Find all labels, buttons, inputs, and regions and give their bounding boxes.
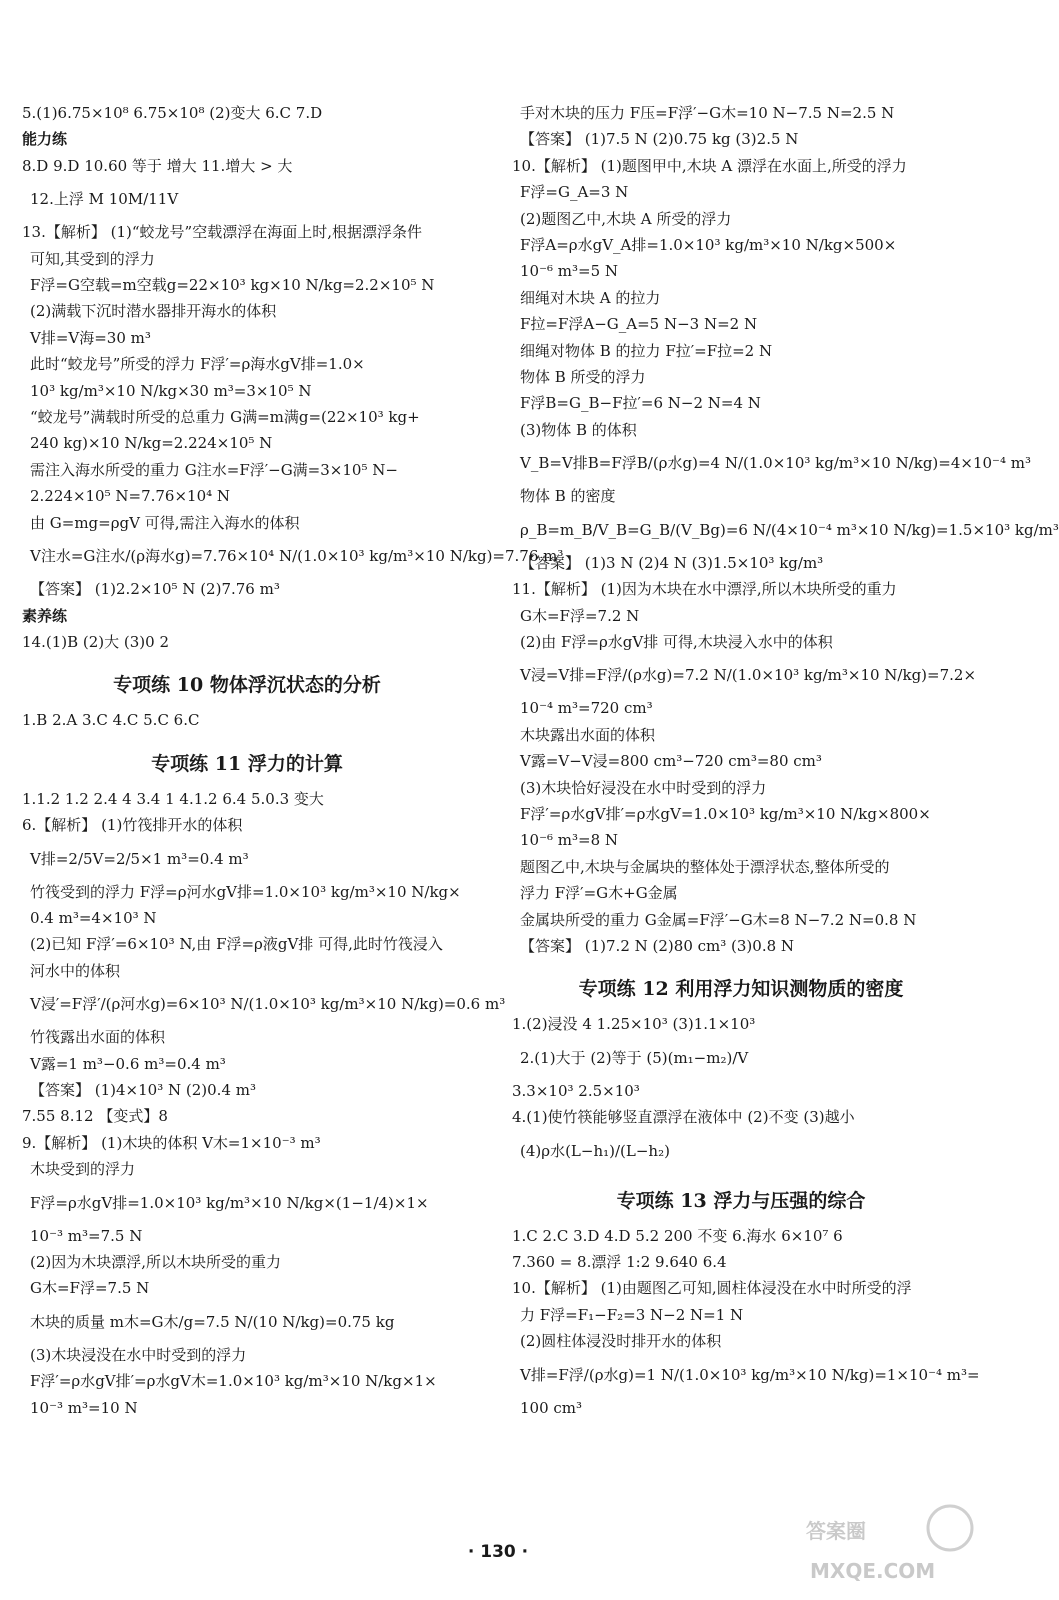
answer-line: 6.【解析】 (1)竹筏排开水的体积	[22, 816, 243, 835]
answer-line: 10⁻³ m³=7.5 N	[30, 1226, 143, 1245]
answer-line: F浮′=ρ水gV排′=ρ水gV=1.0×10³ kg/m³×10 N/kg×800×	[520, 804, 931, 823]
answer-line: G木=F浮=7.5 N	[30, 1279, 150, 1298]
answer-line: 2.(1)大于 (2)等于 (5)(m₁−m₂)/V	[520, 1048, 749, 1067]
answer-line: V露=1 m³−0.6 m³=0.4 m³	[30, 1054, 226, 1073]
answer-line: 10⁻⁶ m³=8 N	[520, 831, 619, 850]
answer-line: 物体 B 的密度	[520, 487, 616, 506]
subsection-label: 素养练	[22, 606, 68, 625]
answer-line: 9.【解析】 (1)木块的体积 V木=1×10⁻³ m³	[22, 1133, 321, 1152]
answer-line: 细绳对木块 A 的拉力	[520, 288, 661, 307]
answer-line: 10⁻³ m³=10 N	[30, 1398, 138, 1417]
answer-line: 木块的质量 m木=G木/g=7.5 N/(10 N/kg)=0.75 kg	[30, 1312, 395, 1331]
answer-line: 金属块所受的重力 G金属=F浮′−G木=8 N−7.2 N=0.8 N	[520, 910, 917, 929]
answer-line: F浮=G空载=m空载g=22×10³ kg×10 N/kg=2.2×10⁵ N	[30, 276, 435, 295]
answer-line: 14.(1)B (2)大 (3)0 2	[22, 632, 170, 651]
answer-line: F浮B=G_B−F拉′=6 N−2 N=4 N	[520, 394, 761, 413]
section-heading: 专项练 10 物体浮沉状态的分析	[113, 674, 381, 697]
answer-line: (2)满载下沉时潜水器排开海水的体积	[30, 302, 277, 321]
answer-line: (3)木块浸没在水中时受到的浮力	[30, 1345, 247, 1364]
answer-line: 【答案】 (1)4×10³ N (2)0.4 m³	[30, 1080, 256, 1099]
answer-line: 1.(2)浸没 4 1.25×10³ (3)1.1×10³	[512, 1015, 756, 1034]
answer-line: 1.1.2 1.2 2.4 4 3.4 1 4.1.2 6.4 5.0.3 变大	[22, 789, 324, 808]
answer-line: F浮=ρ水gV排=1.0×10³ kg/m³×10 N/kg×(1−1/4)×1×	[30, 1193, 429, 1212]
answer-line: 4.(1)使竹筷能够竖直漂浮在液体中 (2)不变 (3)越小	[512, 1108, 855, 1127]
answer-line: V排=2/5V=2/5×1 m³=0.4 m³	[30, 849, 249, 868]
answer-line: “蛟龙号”满载时所受的总重力 G满=m满g=(22×10³ kg+	[30, 408, 420, 427]
answer-line: 竹筏受到的浮力 F浮=ρ河水gV排=1.0×10³ kg/m³×10 N/kg×	[30, 882, 461, 901]
answer-line: 10⁻⁴ m³=720 cm³	[520, 699, 653, 718]
answer-line: 细绳对物体 B 的拉力 F拉′=F拉=2 N	[520, 341, 773, 360]
answer-line: 木块露出水面的体积	[520, 725, 656, 744]
answer-line: 木块受到的浮力	[30, 1160, 136, 1179]
answer-line: 1.C 2.C 3.D 4.D 5.2 200 不变 6.海水 6×10⁷ 6	[512, 1226, 843, 1245]
watermark-en: MXQE.COM	[810, 1559, 936, 1583]
answer-line: 10³ kg/m³×10 N/kg×30 m³=3×10⁵ N	[30, 381, 312, 400]
answer-line: (2)题图乙中,木块 A 所受的浮力	[520, 209, 732, 228]
watermark-cn: 答案圈	[806, 1519, 866, 1543]
answer-line: 河水中的体积	[30, 961, 121, 980]
answer-line: 由 G=mg=ρgV 可得,需注入海水的体积	[30, 513, 300, 532]
answer-line: 100 cm³	[520, 1398, 583, 1417]
answer-line: 11.【解析】 (1)因为木块在水中漂浮,所以木块所受的重力	[512, 580, 897, 599]
answer-line: 3.3×10³ 2.5×10³	[512, 1081, 640, 1100]
right-column	[512, 100, 1059, 1421]
section-heading: 专项练 12 利用浮力知识测物质的密度	[578, 978, 904, 1001]
section-heading: 专项练 13 浮力与压强的综合	[616, 1189, 866, 1212]
answer-line: 【答案】 (1)7.5 N (2)0.75 kg (3)2.5 N	[520, 130, 799, 149]
answer-line: 1.B 2.A 3.C 4.C 5.C 6.C	[22, 711, 200, 730]
answer-line: 【答案】 (1)7.2 N (2)80 cm³ (3)0.8 N	[520, 936, 795, 955]
answer-line: F浮A=ρ水gV_A排=1.0×10³ kg/m³×10 N/kg×500×	[520, 236, 897, 255]
answer-line: 8.D 9.D 10.60 等于 增大 11.增大 > 大	[22, 156, 293, 175]
answer-line: 2.224×10⁵ N=7.76×10⁴ N	[30, 487, 231, 506]
answer-line: V浸=V排=F浮/(ρ水g)=7.2 N/(1.0×10³ kg/m³×10 N/kg)=7.2×	[520, 666, 977, 685]
answer-line: G木=F浮=7.2 N	[520, 606, 640, 625]
answer-line: (3)物体 B 的体积	[520, 420, 637, 439]
answer-line: 5.(1)6.75×10⁸ 6.75×10⁸ (2)变大 6.C 7.D	[22, 104, 323, 122]
answer-line: (2)由 F浮=ρ水gV排 可得,木块浸入水中的体积	[520, 632, 833, 651]
answer-line: 此时“蛟龙号”所受的浮力 F浮′=ρ海水gV排=1.0×	[30, 355, 365, 374]
answer-line: 13.【解析】 (1)“蛟龙号”空载漂浮在海面上时,根据漂浮条件	[22, 223, 422, 242]
answer-line: 手对木块的压力 F压=F浮′−G木=10 N−7.5 N=2.5 N	[520, 104, 895, 122]
answer-line: 【答案】 (1)2.2×10⁵ N (2)7.76 m³	[30, 580, 280, 599]
answer-line: V浸′=F浮′/(ρ河水g)=6×10³ N/(1.0×10³ kg/m³×10 N/kg)=0.6 m³	[30, 995, 506, 1014]
answer-line: 7.55 8.12 【变式】8	[22, 1107, 168, 1126]
watermark-logo	[800, 1500, 980, 1590]
answer-line: 需注入海水所受的重力 G注水=F浮′−G满=3×10⁵ N−	[30, 460, 398, 479]
answer-line: V_B=V排B=F浮B/(ρ水g)=4 N/(1.0×10³ kg/m³×10 N/kg)=4×10⁻⁴ m³	[520, 454, 1031, 473]
answer-line: F浮=G_A=3 N	[520, 183, 629, 202]
answer-line: V排=V海=30 m³	[30, 328, 151, 347]
answer-line: V露=V−V浸=800 cm³−720 cm³=80 cm³	[520, 752, 822, 771]
answer-line: 10.【解析】 (1)由题图乙可知,圆柱体浸没在水中时所受的浮	[512, 1279, 912, 1298]
answer-line: (3)木块恰好浸没在水中时受到的浮力	[520, 778, 767, 797]
answer-line: (2)已知 F浮′=6×10³ N,由 F浮=ρ液gV排 可得,此时竹筏浸入	[30, 935, 443, 954]
section-heading: 专项练 11 浮力的计算	[151, 752, 343, 775]
subsection-label: 能力练	[22, 130, 68, 149]
answer-line: 【答案】 (1)3 N (2)4 N (3)1.5×10³ kg/m³	[520, 553, 824, 572]
answer-line: 7.360 = 8.漂浮 1:2 9.640 6.4	[512, 1253, 727, 1271]
answer-line: V排=F浮/(ρ水g)=1 N/(1.0×10³ kg/m³×10 N/kg)=1×10⁻⁴ m³=	[520, 1365, 980, 1384]
answer-line: 10.【解析】 (1)题图甲中,木块 A 漂浮在水面上,所受的浮力	[512, 156, 907, 175]
answer-line: ρ_B=m_B/V_B=G_B/(V_Bg)=6 N/(4×10⁻⁴ m³×10 N/kg)=1.5×10³ kg/m³	[520, 520, 1059, 539]
answer-line: 240 kg)×10 N/kg=2.224×10⁵ N	[30, 434, 273, 453]
answer-line: (2)圆柱体浸没时排开水的体积	[520, 1332, 722, 1351]
answer-line: V注水=G注水/(ρ海水g)=7.76×10⁴ N/(1.0×10³ kg/m³×10 N/kg)=7.76 m³	[30, 547, 564, 566]
answer-line: (4)ρ水(L−h₁)/(L−h₂)	[520, 1141, 670, 1160]
answer-line: 12.上浮 M 10M/11V	[30, 190, 179, 209]
answer-line: 10⁻⁶ m³=5 N	[520, 262, 619, 281]
answer-line: 题图乙中,木块与金属块的整体处于漂浮状态,整体所受的	[520, 857, 890, 876]
answer-line: F拉=F浮A−G_A=5 N−3 N=2 N	[520, 315, 758, 334]
answer-line: 竹筏露出水面的体积	[30, 1028, 166, 1047]
answer-line: 力 F浮=F₁−F₂=3 N−2 N=1 N	[520, 1305, 744, 1324]
answer-line: 可知,其受到的浮力	[30, 249, 155, 268]
answer-line: 物体 B 所受的浮力	[520, 368, 646, 387]
answer-line: (2)因为木块漂浮,所以木块所受的重力	[30, 1253, 282, 1271]
answer-line: 浮力 F浮′=G木+G金属	[520, 884, 678, 903]
page-number: · 130 ·	[467, 1542, 529, 1562]
answer-line: 0.4 m³=4×10³ N	[30, 908, 157, 927]
answer-line: F浮′=ρ水gV排′=ρ水gV木=1.0×10³ kg/m³×10 N/kg×1×	[30, 1372, 437, 1391]
